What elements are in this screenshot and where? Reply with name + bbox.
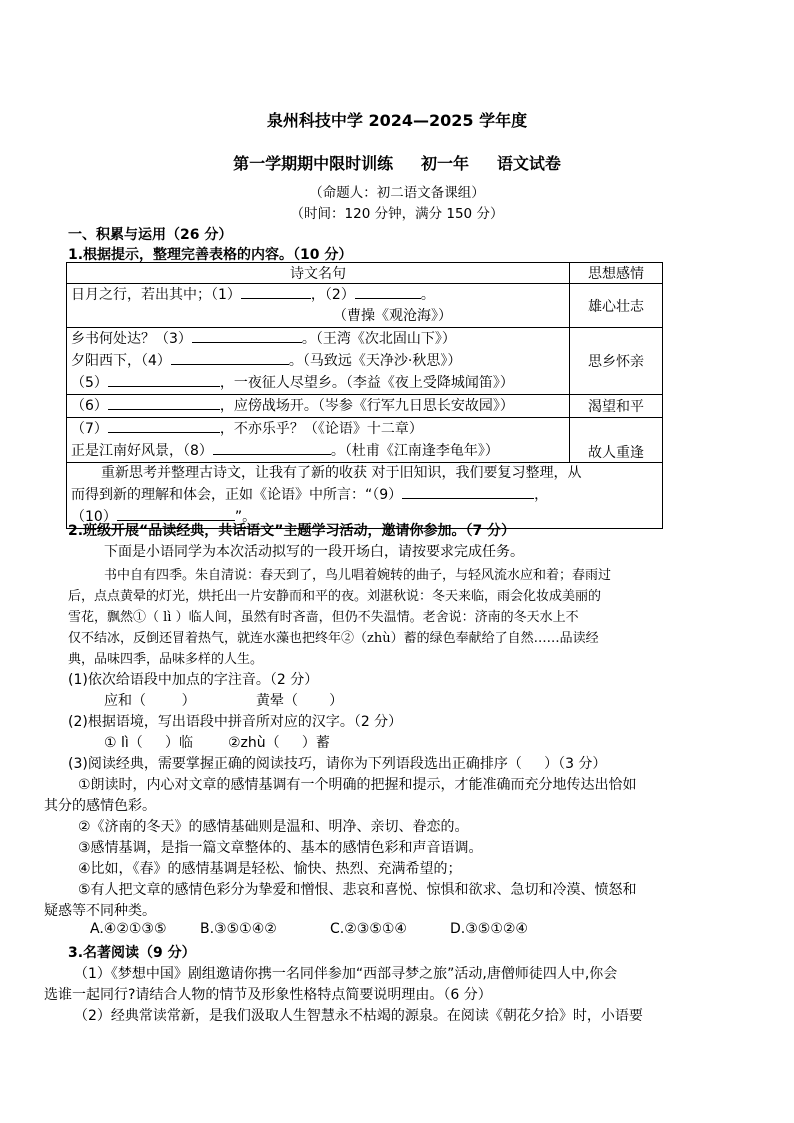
- blank-3[interactable]: [192, 328, 302, 343]
- blank-7[interactable]: [108, 418, 220, 433]
- q3-title: 3.名著阅读（9 分）: [68, 945, 196, 961]
- q3-part1: （1）《梦想中国》剧组邀请你携一名同伴参加“西部寻梦之旅”活动,唐僧师徒四人中,你会: [74, 966, 618, 982]
- blank-9[interactable]: [402, 484, 534, 499]
- sentence-1: ①朗读时，内心对文章的感情基调有一个明确的把握和提示，才能准确而充分地传达出恰如: [78, 777, 637, 793]
- blank-5[interactable]: [108, 372, 220, 387]
- poem-table: [66, 262, 663, 529]
- passage-line: 书中自有四季。朱自清说：春天到了，鸟儿唱着婉转的曲子，与轻风流水应和着；春雨过: [104, 568, 612, 583]
- sentence-2: ②《济南的冬天》的感情基础则是温和、明净、亲切、眷恋的。: [78, 819, 469, 835]
- q1-title: 1.根据提示，整理完善表格的内容。（10 分）: [68, 247, 353, 263]
- sentence-4: ④比如，《春》的感情基调是轻松、愉快、热烈、充满希望的；: [78, 861, 462, 877]
- time-line: （时间：120 分钟，满分 150 分）: [290, 206, 504, 222]
- table-row: 日月之行，若出其中；（1） ，（2） 。 （曹操《观沧海》）: [67, 284, 570, 328]
- sentence-1b: 其分的感情色彩。: [44, 798, 156, 814]
- emotion-reunion: 故人重逢: [570, 418, 663, 463]
- passage-line: 典，品味四季，品味多样的人生。: [68, 652, 264, 667]
- option-b[interactable]: B.③⑤①④②: [200, 921, 277, 937]
- sub-question-1: (1)依次给语段中加点的字注音。（2 分）: [68, 672, 319, 688]
- option-a[interactable]: A.④②①③⑤: [90, 921, 167, 937]
- q3-part1b: 选谁一起同行?请结合人物的情节及形象性格特点简要说明理由。（6 分）: [44, 987, 492, 1003]
- setter-line: （命题人：初二语文备课组）: [309, 185, 485, 201]
- passage-line: 后，点点黄晕的灯光，烘托出一片安静而和平的夜。刘湛秋说：冬天来临，雨会化妆成美丽的: [68, 589, 602, 604]
- sentence-5: ⑤有人把文章的感情色彩分为挚爱和憎恨、悲哀和喜悦、惊惧和欲求、急切和冷漠、愤怒和: [78, 882, 637, 898]
- sub-question-2: (2)根据语境，写出语段中拼音所对应的汉字。（2 分）: [68, 714, 403, 730]
- answer-zhu[interactable]: ②zhù（ ）蓄: [228, 735, 330, 751]
- emotion-homesick: 思乡怀亲: [570, 328, 663, 395]
- option-c[interactable]: C.②③⑤①④: [330, 921, 407, 937]
- table-row: 重新思考并整理古诗文，让我有了新的收获 对于旧知识，我们要复习整理，从 而得到新的理解和体会，正如《论语》中所言：“（9） ， （10） ”。: [67, 463, 663, 529]
- q3-part2: （2）经典常读常新，是我们汲取人生智慧永不枯竭的源泉。在阅读《朝花夕拾》时，小语要: [74, 1008, 643, 1024]
- blank-1[interactable]: [241, 284, 311, 299]
- q2-intro: 下面是小语同学为本次活动拟写的一段开场白，请按要求完成任务。: [104, 544, 524, 560]
- section1-title: 一、积累与运用（26 分）: [68, 227, 233, 243]
- table-row: （6） ，应傍战场开。（岑参《行军九日思长安故园》）: [67, 395, 570, 418]
- sentence-3: ③感情基调，是指一篇文章整体的、基本的感情色彩和声音语调。: [78, 840, 483, 856]
- blank-2[interactable]: [355, 284, 421, 299]
- col-header-emotion: 思想感情: [570, 263, 663, 284]
- passage-line: 仅不结冰，反倒还冒着热气，就连水藻也把终年②（zhù）蓄的绿色奉献给了自然……品读经: [68, 631, 599, 646]
- school-title: 泉州科技中学 2024—2025 学年度: [266, 111, 528, 130]
- option-d[interactable]: D.③⑤①②④: [450, 921, 528, 937]
- sentence-5b: 疑惑等不同种类。: [44, 903, 156, 919]
- emotion-ambition: 雄心壮志: [570, 284, 663, 328]
- sub-question-3: (3)阅读经典，需要掌握正确的阅读技巧，请你为下列语段选出正确排序（ ）（3 分）: [68, 756, 607, 772]
- blank-8[interactable]: [213, 440, 331, 455]
- blank-10[interactable]: [117, 506, 235, 521]
- col-header-poem: 诗文名句: [67, 263, 570, 284]
- emotion-peace: 渴望和平: [570, 395, 663, 418]
- answer-yinghe[interactable]: 应和（ ）: [104, 693, 196, 709]
- blank-4[interactable]: [171, 350, 289, 365]
- blank-6[interactable]: [108, 395, 220, 410]
- table-row: 乡书何处达？（3） 。（王湾《次北固山下》） 夕阳西下，（4） 。（马致远《天净沙·秋思》） （5） ，一夜征人尽望乡。（李益《夜上受降城闻笛》）: [67, 328, 570, 395]
- answer-huangyun[interactable]: 黄晕（ ）: [256, 693, 344, 709]
- q2-title: 2.班级开展“品读经典，共话语文”主题学习活动，邀请你参加。（7 分）: [68, 523, 516, 539]
- exam-subtitle: 第一学期期中限时训练 初一年 语文试卷: [233, 154, 561, 173]
- answer-li[interactable]: ① lì（ ）临: [104, 735, 194, 751]
- table-row: （7） ，不亦乐乎？（《论语》十二章） 正是江南好风景，（8） 。（杜甫《江南逢李龟年》）: [67, 418, 570, 463]
- passage-line: 雪花，飘然①（ lì ）临人间，虽然有时吝啬，但仍不失温情。老舍说：济南的冬天水上不: [68, 610, 579, 625]
